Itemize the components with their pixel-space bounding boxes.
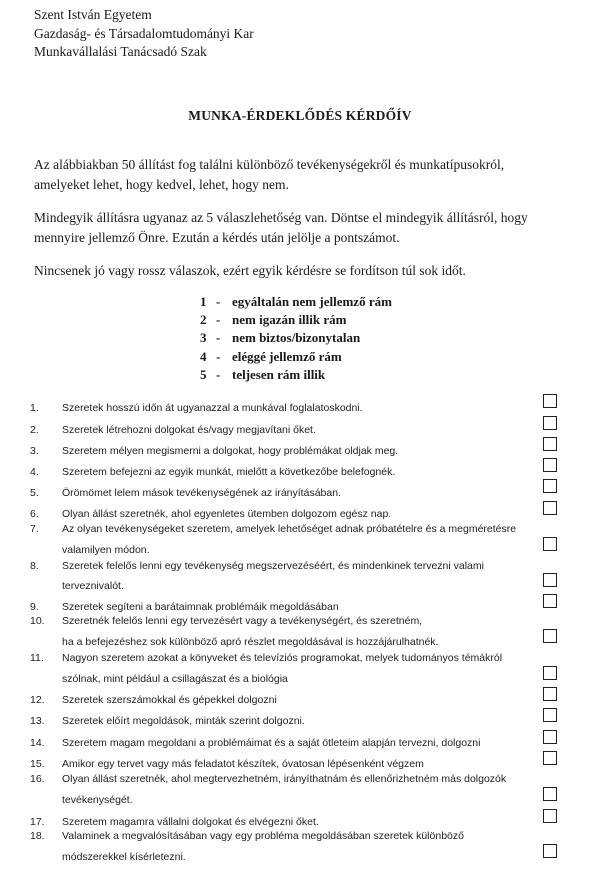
scale-option: 2 - nem igazán illik rám	[200, 312, 347, 328]
question-text: Szeretnék felelős lenni egy tervezésért vagy a tevékenységért, és szeretném,	[62, 615, 423, 627]
answer-checkbox[interactable]	[543, 594, 557, 608]
university-name: Szent István Egyetem	[34, 7, 152, 22]
question-number: 11.	[30, 652, 44, 664]
question-number: 6.	[30, 508, 39, 520]
question-number: 1.	[30, 402, 39, 414]
answer-scale	[200, 293, 392, 384]
question-number: 4.	[30, 466, 39, 478]
intro-line: Az alábbiakban 50 állítást fog találni különböző tevékenységekről és munkatípusokról,	[34, 157, 505, 172]
answer-checkbox[interactable]	[543, 394, 557, 408]
scale-option: 4 - eléggé jellemző rám	[200, 348, 342, 364]
answer-checkbox[interactable]	[543, 809, 557, 823]
question-text-continued: szólnak, mint például a csillagászat és a biológia	[62, 673, 288, 685]
question-text: Szeretek szerszámokkal és gépekkel dolgozni	[62, 694, 277, 706]
question-text: Szeretem befejezni az egyik munkát, mielőtt a következőbe belefognék.	[62, 466, 396, 478]
question-text: Szeretem magamra vállalni dolgokat és elvégezni őket.	[62, 816, 319, 828]
question-number: 9.	[30, 601, 39, 613]
answer-checkbox[interactable]	[543, 844, 557, 858]
question-text: Olyan állást szeretnék, ahol megtervezhetném, irányíthatnám és ellenőrizhetném más dolgozók	[62, 773, 507, 785]
question-number: 5.	[30, 487, 39, 499]
answer-checkbox[interactable]	[543, 501, 557, 515]
answer-checkbox[interactable]	[543, 730, 557, 744]
answer-checkbox[interactable]	[543, 687, 557, 701]
question-number: 7.	[30, 523, 39, 535]
question-text: Valaminek a megvalósításában vagy egy probléma megoldásában szeretek különböző	[62, 830, 464, 842]
question-text-continued: valamilyen módon.	[62, 544, 150, 556]
answer-checkbox[interactable]	[543, 751, 557, 765]
question-number: 10.	[30, 615, 45, 627]
intro-line: Nincsenek jó vagy rossz válaszok, ezért egyik kérdésre se fordítson túl sok időt.	[34, 263, 466, 278]
question-text: Szeretem mélyen megismerni a dolgokat, hogy problémákat oldjak meg.	[62, 445, 399, 457]
question-text: Amikor egy tervet vagy más feladatot készítek, óvatosan lépésenként végzem	[62, 758, 424, 770]
intro-line: mennyire jellemző Önre. Ezután a kérdés után jelölje a pontszámot.	[34, 230, 400, 245]
question-text: Olyan állást szeretnék, ahol egyenletes ütemben dolgozom egész nap.	[62, 508, 392, 520]
institution-header	[34, 6, 254, 62]
question-number: 17.	[30, 816, 45, 828]
question-text: Szeretek hosszú időn át ugyanazzal a munkával foglalatoskodni.	[62, 402, 363, 414]
question-text-continued: terveznivalót.	[62, 580, 124, 592]
intro-paragraph-3	[34, 261, 574, 281]
program-name: Munkavállalási Tanácsadó Szak	[34, 44, 207, 59]
answer-checkbox[interactable]	[543, 787, 557, 801]
answer-checkbox[interactable]	[543, 416, 557, 430]
answer-checkbox[interactable]	[543, 629, 557, 643]
faculty-name: Gazdaság- és Társadalomtudományi Kar	[34, 25, 254, 41]
answer-checkbox[interactable]	[543, 573, 557, 587]
question-text-continued: tevékenységét.	[62, 794, 133, 806]
answer-checkbox[interactable]	[543, 537, 557, 551]
page-title: MUNKA-ÉRDEKLŐDÉS KÉRDŐÍV	[188, 108, 412, 123]
scale-option: 5 - teljesen rám illik	[200, 366, 326, 382]
question-number: 3.	[30, 445, 39, 457]
question-number: 18.	[30, 830, 45, 842]
scale-option: 1 - egyáltalán nem jellemző rám	[200, 294, 392, 309]
question-number: 12.	[30, 694, 45, 706]
intro-line: Mindegyik állításra ugyanaz az 5 válaszlehetőség van. Döntse el mindegyik állításról, hogy	[34, 210, 528, 225]
question-number: 8.	[30, 560, 39, 572]
question-text: Szeretek segíteni a barátaimnak problémáik megoldásában	[62, 601, 339, 613]
question-number: 14.	[30, 737, 45, 749]
question-text: Szeretek létrehozni dolgokat és/vagy megjavítani őket.	[62, 424, 316, 436]
question-number: 16.	[30, 773, 45, 785]
question-number: 15.	[30, 758, 45, 770]
answer-checkbox[interactable]	[543, 437, 557, 451]
answer-checkbox[interactable]	[543, 458, 557, 472]
answer-checkbox[interactable]	[543, 666, 557, 680]
question-text: Szeretek előírt megoldások, minták szerint dolgozni.	[62, 715, 305, 727]
answer-checkbox[interactable]	[543, 479, 557, 493]
scale-option: 3 - nem biztos/bizonytalan	[200, 330, 361, 346]
question-text: Szeretek felelős lenni egy tevékenység megszervezéséért, és mindenkinek tervezni valami	[62, 560, 484, 572]
question-text-continued: módszerekkel kísérletezni.	[62, 851, 186, 863]
question-text-continued: ha a befejezéshez sok különböző apró részlet megoldásával is hozzájárulhatnék.	[62, 636, 439, 648]
question-text: Az olyan tevékenységeket szeretem, amelyek lehetőséget adnak próbatételre és a megméretésre	[62, 523, 517, 535]
intro-line: amelyeket lehet, hogy kedvel, lehet, hogy nem.	[34, 177, 289, 192]
question-text: Örömömet lelem mások tevékenységének az irányításában.	[62, 487, 341, 499]
intro-paragraph-2	[34, 208, 574, 248]
question-text: Szeretem magam megoldani a problémáimat és a saját ötleteim alapján tervezni, dolgozni	[62, 737, 481, 749]
question-number: 2.	[30, 424, 39, 436]
question-number: 13.	[30, 715, 45, 727]
answer-checkbox[interactable]	[543, 708, 557, 722]
intro-paragraph-1	[34, 155, 574, 195]
question-text: Nagyon szeretem azokat a könyveket és televíziós programokat, melyek tudományos témákról	[62, 652, 503, 664]
